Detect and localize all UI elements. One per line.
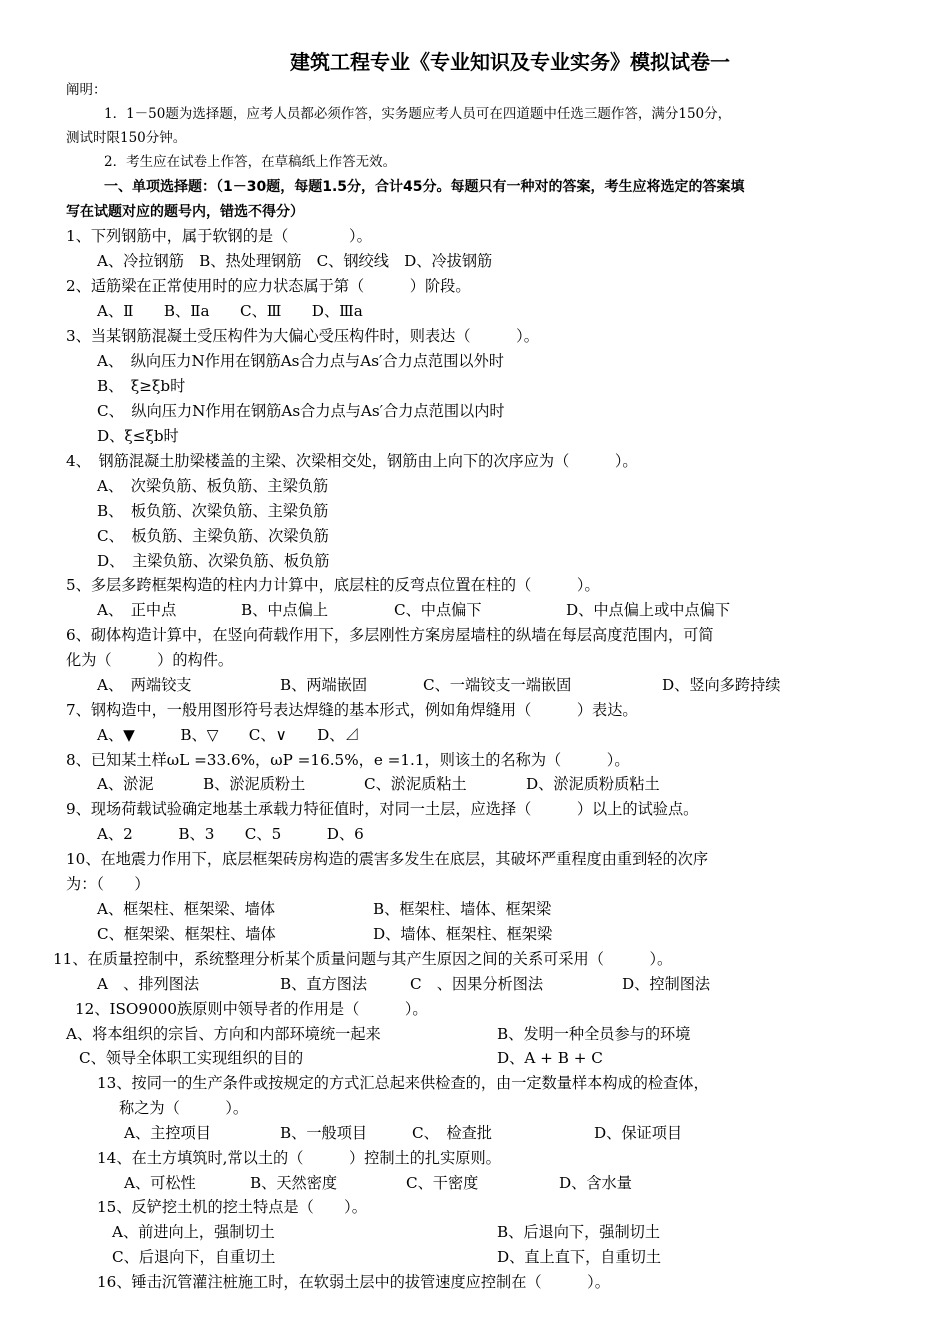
- question-13-stem: 13、按同一的生产条件或按规定的方式汇总起来供检查的，由一定数量样本构成的检查体，: [97, 1074, 709, 1092]
- question-9-stem: 9、现场荷载试验确定地基土承载力特征值时，对同一土层，应选择（ ）以上的试验点。: [66, 800, 699, 818]
- question-12-option-d: D、A + B + C: [497, 1049, 603, 1067]
- instructions-heading: 阐明：: [66, 82, 107, 98]
- question-3-option-a: A、 纵向压力N作用在钢筋As合力点与As′合力点范围以外时: [97, 352, 504, 370]
- question-10-option-b: B、框架柱、墙体、框架梁: [373, 900, 552, 918]
- question-11-option-c: C 、因果分析图法: [410, 975, 544, 993]
- question-2-stem: 2、适筋梁在正常使用时的应力状态属于第（ ）阶段。: [66, 277, 471, 295]
- question-6-option-b: B、两端嵌固: [280, 676, 368, 694]
- question-11-option-a: A 、排列图法: [97, 975, 200, 993]
- question-12-option-b: B、发明一种全员参与的环境: [497, 1025, 691, 1043]
- question-5-option-d: D、中点偏上或中点偏下: [566, 601, 731, 619]
- exam-title: 建筑工程专业《专业知识及专业实务》模拟试卷一: [290, 50, 730, 74]
- question-4-option-b: B、 板负筋、次梁负筋、主梁负筋: [97, 502, 329, 520]
- question-13-option-d: D、保证项目: [594, 1124, 683, 1142]
- question-14-option-d: D、含水量: [559, 1174, 632, 1192]
- question-14-stem: 14、在土方填筑时,常以土的（ ）控制土的扎实原则。: [97, 1149, 501, 1167]
- question-11-stem: 11、在质量控制中，系统整理分析某个质量问题与其产生原因之间的关系可采用（ ）。: [53, 950, 673, 968]
- question-15-option-d: D、直上直下，自重切土: [497, 1248, 662, 1266]
- question-14-option-c: C、干密度: [406, 1174, 479, 1192]
- question-10-stem-cont: 为：（ ）: [66, 875, 150, 893]
- question-5-option-b: B、中点偏上: [241, 601, 329, 619]
- question-12-option-c: C、领导全体职工实现组织的目的: [79, 1049, 304, 1067]
- question-15-stem: 15、反铲挖土机的挖土特点是（ ）。: [97, 1198, 367, 1216]
- question-8-option-d: D、淤泥质粉质粘土: [526, 775, 660, 793]
- question-11-option-d: D、控制图法: [622, 975, 711, 993]
- question-8-option-b: B、淤泥质粉土: [203, 775, 306, 793]
- question-8-stem: 8、已知某土样ωL =33.6%，ωP =16.5%，e =1.1，则该土的名称为（ ）。: [66, 751, 630, 769]
- question-10-option-a: A、框架柱、框架梁、墙体: [97, 900, 276, 918]
- question-15-option-c: C、后退向下，自重切土: [112, 1248, 276, 1266]
- question-5-option-a: A、 正中点: [97, 601, 177, 619]
- question-2-options: A、Ⅱ B、Ⅱa C、Ⅲ D、Ⅲa: [97, 302, 363, 320]
- section-heading: 一、单项选择题：（1－30题，每题1.5分，合计45分。每题只有一种对的答案，考生应将选定的答案填: [104, 179, 745, 195]
- question-4-option-d: D、 主梁负筋、次梁负筋、板负筋: [97, 552, 330, 570]
- question-15-option-a: A、前进向上，强制切土: [112, 1223, 275, 1241]
- question-12-stem: 12、ISO9000族原则中领导者的作用是（ ）。: [75, 1000, 428, 1018]
- section-heading-cont: 写在试题对应的题号内，错选不得分）: [66, 204, 304, 220]
- question-5-stem: 5、多层多跨框架构造的柱内力计算中，底层柱的反弯点位置在柱的（ ）。: [66, 576, 600, 594]
- question-4-option-c: C、 板负筋、主梁负筋、次梁负筋: [97, 527, 329, 545]
- question-13-option-b: B、一般项目: [280, 1124, 368, 1142]
- question-10-stem: 10、在地震力作用下，底层框架砖房构造的震害多发生在底层，其破坏严重程度由重到轻的次序: [66, 850, 709, 868]
- question-11-option-b: B、直方图法: [280, 975, 368, 993]
- question-3-option-b: B、 ξ≥ξb时: [97, 377, 186, 395]
- question-6-option-a: A、 两端铰支: [97, 676, 192, 694]
- question-8-option-c: C、淤泥质粘土: [364, 775, 467, 793]
- question-10-option-d: D、墙体、框架柱、框架梁: [373, 925, 553, 943]
- instruction-item-1-cont: 测试时限150分钟。: [66, 130, 187, 146]
- question-16-stem: 16、锤击沉管灌注桩施工时，在软弱土层中的拔管速度应控制在（ ）。: [97, 1273, 610, 1291]
- instruction-item-1: 1．1－50题为选择题，应考人员都必须作答，实务题应考人员可在四道题中任选三题作答，满分150分，: [104, 106, 732, 122]
- question-15-option-b: B、后退向下，强制切土: [497, 1223, 661, 1241]
- question-4-stem: 4、 钢筋混凝土肋梁楼盖的主梁、次梁相交处，钢筋由上向下的次序应为（ ）。: [66, 452, 638, 470]
- question-12-option-a: A、将本组织的宗旨、方向和内部环境统一起来: [66, 1025, 381, 1043]
- instruction-item-2: 2．考生应在试卷上作答，在草稿纸上作答无效。: [104, 154, 397, 170]
- question-14-option-b: B、天然密度: [250, 1174, 338, 1192]
- question-13-stem-cont: 称之为（ ）。: [119, 1099, 249, 1117]
- question-6-option-d: D、竖向多跨持续: [662, 676, 781, 694]
- question-3-stem: 3、当某钢筋混凝土受压构件为大偏心受压构件时，则表达（ ）。: [66, 327, 539, 345]
- question-4-option-a: A、 次梁负筋、板负筋、主梁负筋: [97, 477, 329, 495]
- question-1-stem: 1、下列钢筋中，属于软钢的是（ ）。: [66, 227, 372, 245]
- question-13-option-c: C、 检查批: [412, 1124, 492, 1142]
- question-1-options: A、冷拉钢筋 B、热处理钢筋 C、钢绞线 D、冷拔钢筋: [97, 252, 493, 270]
- question-14-option-a: A、可松性: [124, 1174, 196, 1192]
- question-6-option-c: C、一端铰支一端嵌固: [423, 676, 572, 694]
- question-6-stem: 6、砌体构造计算中，在竖向荷载作用下，多层刚性方案房屋墙柱的纵墙在每层高度范围内，可简: [66, 626, 714, 644]
- question-9-options: A、2 B、3 C、5 D、6: [97, 825, 364, 843]
- question-8-option-a: A、淤泥: [97, 775, 154, 793]
- question-3-option-c: C、 纵向压力N作用在钢筋As合力点与As′合力点范围以内时: [97, 402, 505, 420]
- question-7-stem: 7、钢构造中，一般用图形符号表达焊缝的基本形式，例如角焊缝用（ ）表达。: [66, 701, 638, 719]
- question-5-option-c: C、中点偏下: [394, 601, 482, 619]
- question-13-option-a: A、主控项目: [124, 1124, 211, 1142]
- question-7-options: A、▼ B、▽ C、∨ D、⊿: [97, 726, 360, 744]
- question-3-option-d: D、ξ≤ξb时: [97, 427, 179, 445]
- question-10-option-c: C、框架梁、框架柱、墙体: [97, 925, 276, 943]
- question-6-stem-cont: 化为（ ）的构件。: [66, 651, 234, 669]
